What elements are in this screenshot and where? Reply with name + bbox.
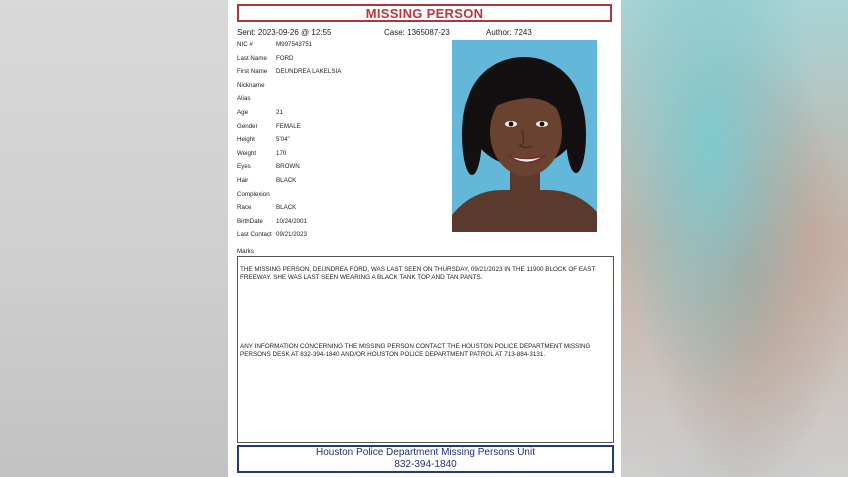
footer-phone: 832-394-1840 xyxy=(394,459,457,470)
field-value: BROWN xyxy=(276,163,300,171)
last-seen-description: THE MISSING PERSON, DEUNDREA FORD, WAS LAST SEEN ON THURSDAY, 09/21/2023 IN THE 11900 BLOCK OF EAST FREEWAY. SHE WAS LAST SEEN WEARING A BLACK TANK TOP AND TAN PANTS. xyxy=(240,266,596,282)
person-photo xyxy=(452,40,597,232)
footer-unit-name: Houston Police Department Missing Persons Unit xyxy=(316,447,535,458)
narrative-box xyxy=(237,256,614,443)
person-photo-illustration xyxy=(452,40,597,232)
background-left xyxy=(0,0,232,477)
footer-contact xyxy=(237,445,614,473)
field-value: 5'04" xyxy=(276,136,290,144)
field-value: BLACK xyxy=(276,204,297,212)
person-details xyxy=(237,41,457,245)
field-value: 10/24/2001 xyxy=(276,217,307,225)
field-last-name xyxy=(237,55,457,69)
field-first-name xyxy=(237,68,457,82)
field-race xyxy=(237,204,457,218)
field-eyes xyxy=(237,163,457,177)
field-value: 09/21/2023 xyxy=(276,231,307,239)
field-nickname xyxy=(237,82,457,96)
field-label: Last Name xyxy=(237,54,267,62)
field-label: Eyes xyxy=(237,163,251,171)
field-complexion xyxy=(237,191,457,205)
field-label: Hair xyxy=(237,176,249,184)
field-label: First Name xyxy=(237,68,268,76)
field-age xyxy=(237,109,457,123)
field-last-contact xyxy=(237,231,457,245)
field-height xyxy=(237,136,457,150)
field-gender xyxy=(237,123,457,137)
flyer-title: MISSING PERSON xyxy=(237,4,612,22)
field-value: 21 xyxy=(276,108,283,116)
field-nic xyxy=(237,41,457,55)
field-label: BirthDate xyxy=(237,217,263,225)
field-value: BLACK xyxy=(276,176,297,184)
author-id: Author: 7243 xyxy=(486,28,532,37)
field-label: Last Contact xyxy=(237,231,272,239)
field-hair xyxy=(237,177,457,191)
field-label: Race xyxy=(237,204,252,212)
field-alias xyxy=(237,95,457,109)
field-label: Gender xyxy=(237,122,258,130)
field-label: Complexion xyxy=(237,190,270,198)
field-value: 170 xyxy=(276,149,287,157)
case-number: Case: 1365087-23 xyxy=(384,28,450,37)
contact-information: ANY INFORMATION CONCERNING THE MISSING PERSON CONTACT THE HOUSTON POLICE DEPARTMENT MISSING PERSONS DESK AT 832-394-1840 AND/OR HOUSTON POLICE DEPARTMENT PATROL AT 713-884-3131. xyxy=(240,342,591,359)
field-value: DEUNDREA LAKELSIA xyxy=(276,68,342,76)
field-birthdate xyxy=(237,218,457,232)
field-label: Alias xyxy=(237,95,251,103)
field-value: FORD xyxy=(276,54,294,62)
background-right xyxy=(620,0,848,477)
field-label: NIC # xyxy=(237,41,253,48)
sent-date: Sent: 2023-09-26 @ 12:55 xyxy=(237,28,332,37)
field-label: Weight xyxy=(237,149,257,157)
field-weight xyxy=(237,150,457,164)
field-value: FEMALE xyxy=(276,122,301,130)
field-value: M997543751 xyxy=(276,41,313,48)
field-label: Height xyxy=(237,136,255,144)
missing-person-flyer xyxy=(228,0,621,477)
field-label: Nickname xyxy=(237,81,265,89)
field-label: Age xyxy=(237,108,249,116)
marks-label: Marks xyxy=(237,248,254,255)
